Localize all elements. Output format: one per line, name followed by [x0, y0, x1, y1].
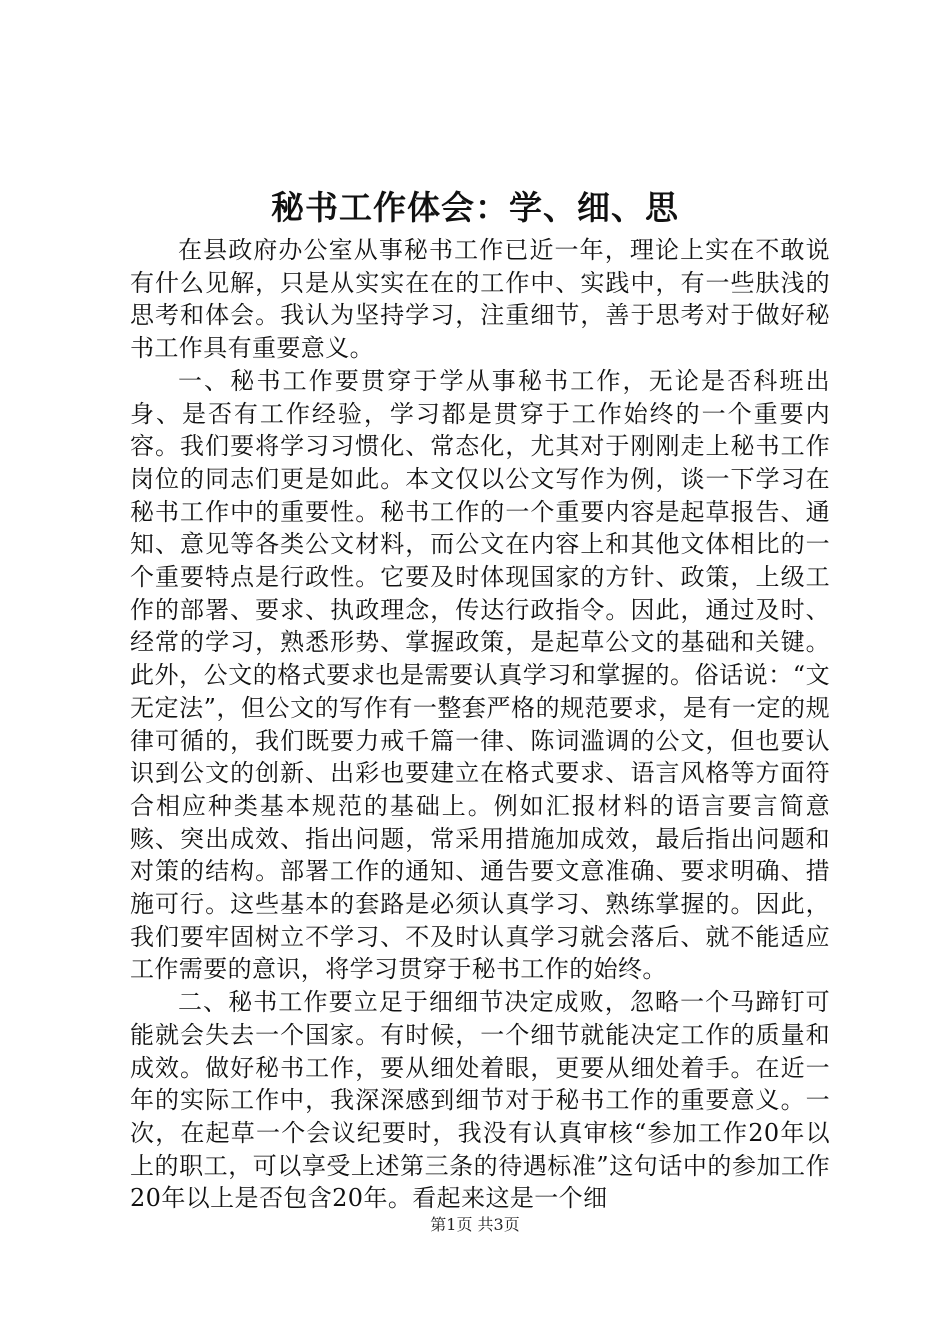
- paragraph-intro: 在县政府办公室从事秘书工作已近一年，理论上实在不敢说有什么见解，只是从实实在在的工作中、实践中，有一些肤浅的思考和体会。我认为坚持学习，注重细节，善于思考对于做好秘书工作具有重要意义。: [130, 236, 830, 363]
- page-footer: [0, 1213, 950, 1237]
- document-title: 秘书工作体会：学、细、思: [271, 188, 679, 227]
- paragraph-section-two: 二、秘书工作要立足于细细节决定成败，忽略一个马蹄钉可能就会失去一个国家。有时候，一个细节就能决定工作的质量和成效。做好秘书工作，要从细处着眼，更要从细处着手。在近一年的实际工作中，我深深感到细节对于秘书工作的重要意义。一次，在起草一个会议纪要时，我没有认真审核“参加工作20年以上的职工，可以享受上述第三条的待遇标准”这句话中的参加工作20年以上是否包含20年。看起来这是一个细: [130, 988, 830, 1213]
- paragraph-section-one: 一、秘书工作要贯穿于学从事秘书工作，无论是否科班出身、是否有工作经验，学习都是贯穿于工作始终的一个重要内容。我们要将学习习惯化、常态化，尤其对于刚刚走上秘书工作岗位的同志们更是如此。本文仅以公文写作为例，谈一下学习在秘书工作中的重要性。秘书工作的一个重要内容是起草报告、通知、意见等各类公文材料，而公文在内容上和其他文体相比的一个重要特点是行政性。它要及时体现国家的方针、政策，上级工作的部署、要求、执政理念，传达行政指令。因此，通过及时、经常的学习，熟悉形势、掌握政策，是起草公文的基础和关键。此外，公文的格式要求也是需要认真学习和掌握的。俗话说：“文无定法”，但公文的写作有一整套严格的规范要求，是有一定的规律可循的，我们既要力戒千篇一律、陈词滥调的公文，但也要认识到公文的创新、出彩也要建立在格式要求、语言风格等方面符合相应种类基本规范的基础上。例如汇报材料的语言要言简意赅、突出成效、指出问题，常采用措施加成效，最后指出问题和对策的结构。部署工作的通知、通告要文意准确、要求明确、措施可行。这些基本的套路是必须认真学习、熟练掌握的。因此，我们要牢固树立不学习、不及时认真学习就会落后、就不能适应工作需要的意识，将学习贯穿于秘书工作的始终。: [130, 366, 830, 984]
- page-indicator: 第1页 共3页: [430, 1215, 520, 1234]
- document-body: [130, 234, 830, 1215]
